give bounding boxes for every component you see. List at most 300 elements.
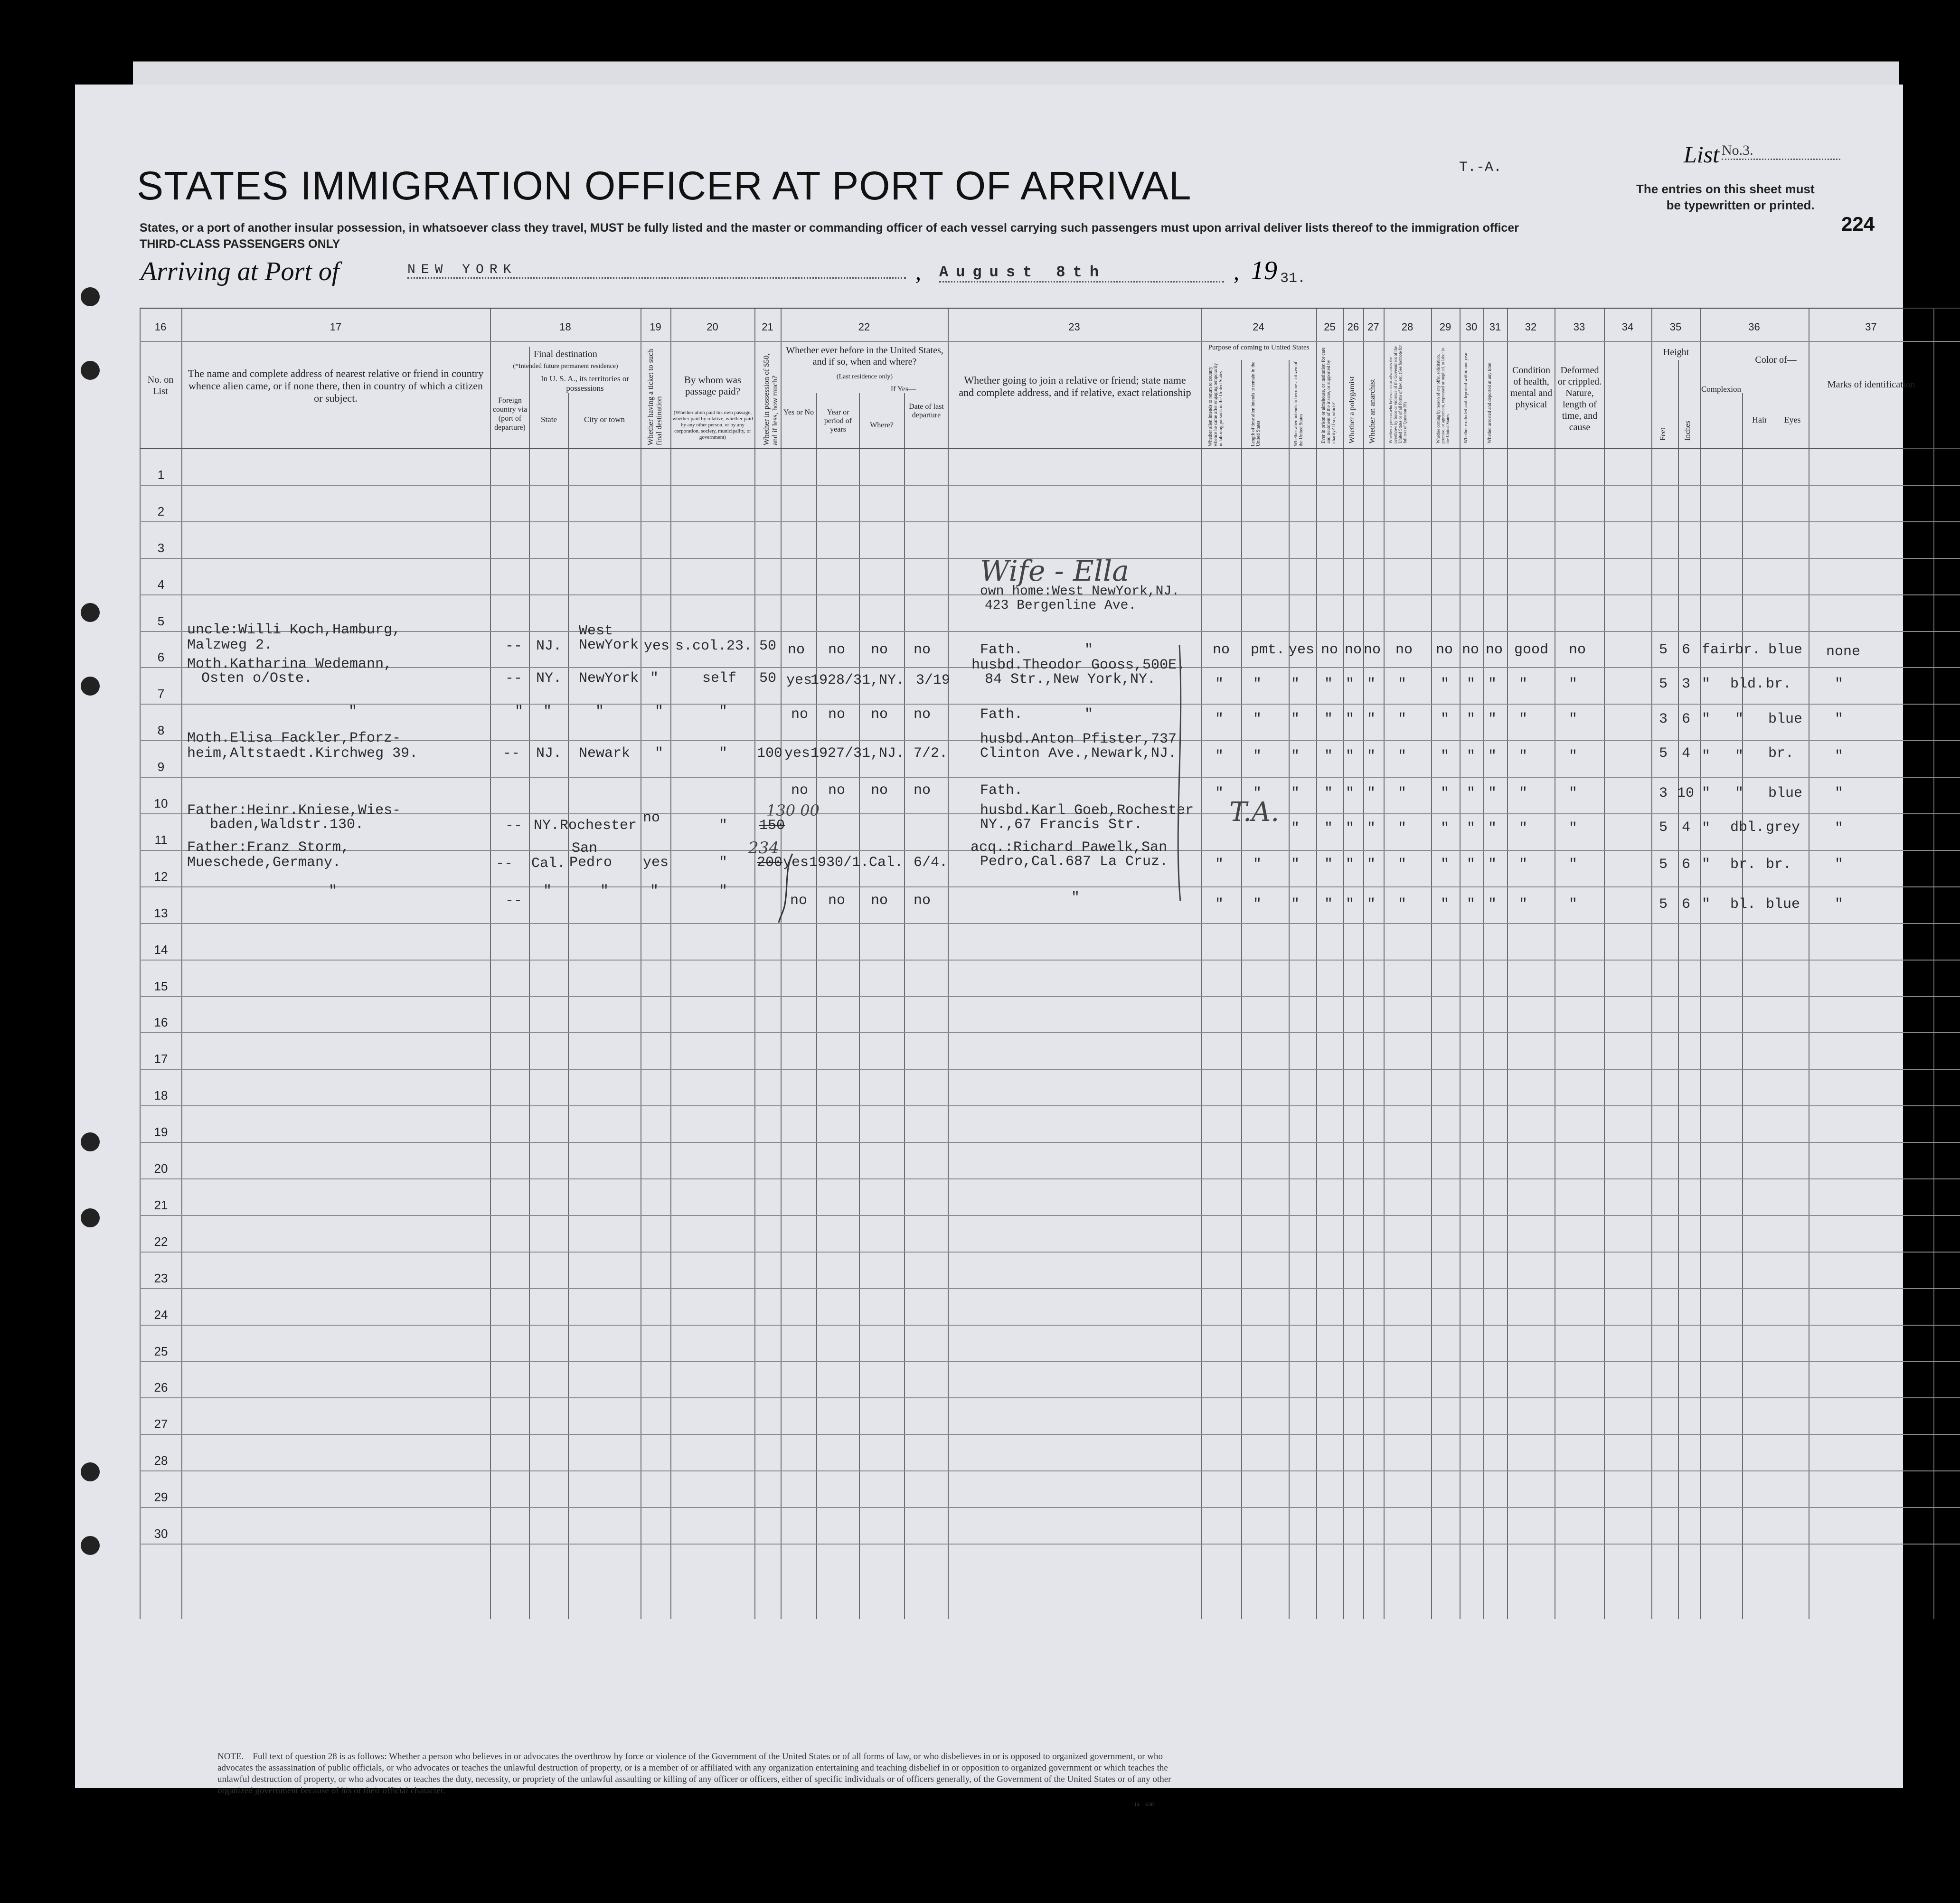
ditto-mark: " xyxy=(1441,748,1450,764)
binder-hole xyxy=(81,287,100,306)
header-height: Height xyxy=(1663,347,1689,358)
row-line xyxy=(140,1215,1960,1216)
r3-relative2: Osten o/Oste. xyxy=(201,670,313,687)
r2-marks: none xyxy=(1826,644,1861,660)
ditto-mark: " xyxy=(1291,820,1300,837)
header-foreign-country: Foreign country via (port of departure) xyxy=(492,396,528,432)
ditto-mark: " xyxy=(1215,785,1224,801)
ditto-mark: " xyxy=(1488,857,1497,873)
row-line xyxy=(140,1142,1960,1143)
ditto-mark: " xyxy=(1346,785,1355,801)
r2-date: no xyxy=(914,642,931,658)
ditto-mark: " xyxy=(1324,676,1333,692)
ditto-mark: " xyxy=(1569,785,1578,801)
ditto-mark: " xyxy=(1398,676,1407,692)
row-line xyxy=(140,1434,1960,1435)
col-number: 33 xyxy=(1573,321,1585,333)
r5-money: 100 xyxy=(757,745,783,762)
r8-eyes: br. xyxy=(1766,857,1792,873)
r2-eyes: blue xyxy=(1768,642,1803,658)
r7-feet: 5 xyxy=(1659,820,1668,836)
ditto-mark: " xyxy=(1488,748,1497,764)
ditto-mark: " xyxy=(655,704,664,720)
ditto-mark: " xyxy=(1519,820,1528,837)
header-inches: Inches xyxy=(1684,421,1692,441)
r4-before: no xyxy=(791,707,809,723)
header-labor-offer: Whether coming by reason of any offer, solicitation, promise, or agreement, expressed or implied, to labor in the United States xyxy=(1436,348,1450,443)
r4-relative: " xyxy=(349,704,358,720)
ditto-mark: " xyxy=(1519,711,1528,727)
row-line xyxy=(140,1032,1960,1033)
ditto-mark: " xyxy=(1398,748,1407,764)
ditto-mark: " xyxy=(1835,820,1844,837)
ditto-mark: " xyxy=(1253,896,1262,913)
ditto-mark: " xyxy=(1569,820,1578,837)
r5-joining2: Clinton Ave.,Newark,NJ. xyxy=(980,745,1177,762)
row-line xyxy=(140,485,1960,486)
header-deformed: Deformed or crippled. Nature, length of time, and cause xyxy=(1557,365,1602,433)
header-purpose-citizen: Whether alien intends to become a citizen of the United States xyxy=(1293,361,1304,446)
row-line xyxy=(140,996,1960,997)
ditto-mark: " xyxy=(1488,676,1497,692)
r8-relative2: Mueschede,Germany. xyxy=(187,855,341,871)
ditto-mark: " xyxy=(1324,785,1333,801)
row-number: 24 xyxy=(154,1308,168,1322)
arriving-label: Arriving at Port of xyxy=(141,257,339,286)
r2-c24: no xyxy=(1213,642,1230,658)
ditto-mark: " xyxy=(655,745,664,762)
r5-city: Newark xyxy=(579,745,631,762)
r7-relative: Father:Heinr.Kniese,Wies- xyxy=(187,802,401,819)
r6-date: no xyxy=(914,782,931,799)
r3-feet: 5 xyxy=(1659,676,1668,692)
r8-ticket: yes xyxy=(643,855,669,871)
col-number: 31 xyxy=(1489,321,1501,333)
ditto-mark: " xyxy=(1467,820,1476,837)
r3-relative: Moth.Katharina Wedemann, xyxy=(187,656,393,672)
header-prison: Ever in prison or almshouse, or institution for care and treatment of the insane, or supported by charity? If so, which? xyxy=(1321,348,1337,443)
footnote: NOTE.—Full text of question 28 is as follows: Whether a person who believes in or advocates the overthrow by force or violence of the Government of the United States or of all forms of law, or who disbelieves in or is opposed to organized government, or who advocates the assassination of public officials, or who advocates or teaches the unlawful destruction of property, or is a member of or affiliated with any organization entertaining and teaching disbelief in or opposition to organized government or which teaches the unlawful destruction of property, or who advocates or teaches the duty, necessity, or propriety of the unlawful assaulting or killing of any officer or officers, either of specific individuals or of officers generally, of the Government of the United States or of any other organized government because of his or their official character. xyxy=(217,1752,1171,1796)
ditto-mark: " xyxy=(1215,857,1224,873)
ditto-mark: " xyxy=(1291,857,1300,873)
ditto-mark: " xyxy=(1253,711,1262,727)
header-before-note: (Last residence only) xyxy=(836,373,893,380)
ditto-mark: " xyxy=(1488,896,1497,913)
ditto-mark: " xyxy=(1835,857,1844,873)
r3-hair: bld. xyxy=(1730,676,1765,692)
r2-where: no xyxy=(871,642,888,658)
header-purpose: Purpose of coming to United States xyxy=(1208,344,1310,351)
ditto-mark: " xyxy=(1702,785,1711,801)
r6-year: no xyxy=(828,782,846,799)
col-number: 25 xyxy=(1324,321,1336,333)
ditto-mark: " xyxy=(719,855,728,871)
r3-inches: 3 xyxy=(1682,676,1691,692)
ditto-mark: " xyxy=(1324,820,1333,837)
comma: , xyxy=(915,260,921,285)
r2-inches: 6 xyxy=(1682,642,1691,658)
ditto-mark: " xyxy=(1441,676,1450,692)
col-number: 23 xyxy=(1068,321,1080,333)
r1-handwriting: Wife - Ella xyxy=(980,555,1129,588)
ditto-mark: " xyxy=(719,704,728,720)
ditto-mark: " xyxy=(1367,820,1376,837)
row-number: 6 xyxy=(157,650,165,664)
r9-feet: 5 xyxy=(1659,896,1668,913)
r5-date: 7/2. xyxy=(914,745,948,762)
r2-deformed: no xyxy=(1569,642,1586,658)
header-state: State xyxy=(541,415,557,424)
r5-joining: husbd.Anton Pfister,737 xyxy=(980,731,1177,747)
ditto-mark: " xyxy=(1441,820,1450,837)
r2-before: no xyxy=(788,642,805,658)
r2-complexion: fair xyxy=(1702,642,1736,658)
r3-year: 1928/31,NY. xyxy=(810,672,905,688)
col-number: 28 xyxy=(1401,321,1413,333)
row-number: 28 xyxy=(154,1453,168,1468)
ditto-mark: " xyxy=(1291,785,1300,801)
page-title: STATES IMMIGRATION OFFICER AT PORT OF ARRIVAL xyxy=(137,163,1192,208)
r5-before: yes xyxy=(784,745,810,762)
r3-state: NY. xyxy=(536,670,562,687)
ditto-mark: " xyxy=(1702,820,1711,837)
ditto-mark: " xyxy=(650,883,659,899)
col-number: 17 xyxy=(330,321,342,333)
r2-hair: br. xyxy=(1735,642,1761,658)
ditto-mark: " xyxy=(1702,711,1711,727)
list-label: List xyxy=(1684,141,1720,168)
ditto-mark: " xyxy=(1346,711,1355,727)
row-number: 4 xyxy=(157,577,165,592)
r2-feet: 5 xyxy=(1659,642,1668,658)
r7-joining: husbd.Karl Goeb,Rochester xyxy=(980,802,1194,819)
r6-joining: Fath. xyxy=(980,782,1023,799)
row-number: 29 xyxy=(154,1490,168,1504)
col-number: 32 xyxy=(1525,321,1537,333)
col-number: 18 xyxy=(559,321,571,333)
ditto-mark: " xyxy=(1253,857,1262,873)
col-number: 19 xyxy=(650,321,661,333)
ditto-mark: " xyxy=(1735,711,1744,727)
r2-relative: uncle:Willi Koch,Hamburg, xyxy=(187,622,401,638)
bracket-stroke xyxy=(776,849,804,925)
row-line xyxy=(140,1325,1960,1326)
r9-year: no xyxy=(828,893,846,909)
r5-foreign: -- xyxy=(503,745,520,762)
r4-eyes: blue xyxy=(1768,711,1803,727)
r8-feet: 5 xyxy=(1659,857,1668,873)
r7-city: Rochester xyxy=(560,818,637,834)
binder-hole xyxy=(81,677,100,696)
r8-money-handwritten: 234 xyxy=(748,838,779,857)
r8-state: Cal. xyxy=(531,856,566,872)
r3-money: 50 xyxy=(759,670,777,687)
row-number: 13 xyxy=(154,906,168,920)
header-marks: Marks of identification xyxy=(1827,379,1915,390)
ditto-mark: " xyxy=(1441,857,1450,873)
header-complexion: Complexion xyxy=(1701,385,1742,394)
ditto-mark: " xyxy=(1398,820,1407,837)
r1-joining: own home:West NewYork,NJ. xyxy=(980,584,1180,599)
r3-joining: husbd.Theodor Gooss,500E. xyxy=(971,657,1186,673)
ditto-mark: " xyxy=(1291,711,1300,727)
header-color: Color of— xyxy=(1755,355,1797,365)
row-number: 8 xyxy=(157,723,165,737)
header-before-in-us: Whether ever before in the United States, and if so, when and where? xyxy=(786,345,943,367)
col-number: 20 xyxy=(707,321,718,333)
r3-date: 3/19 xyxy=(916,672,951,688)
r3-before: yes xyxy=(786,672,812,688)
r2-foreign: -- xyxy=(505,638,523,654)
r7-eyes: grey xyxy=(1766,820,1800,836)
ditto-mark: " xyxy=(1835,785,1844,801)
ditto-mark: " xyxy=(1835,748,1844,764)
ditto-mark: " xyxy=(1519,785,1528,801)
ditto-mark: " xyxy=(1324,711,1333,727)
col-number: 35 xyxy=(1669,321,1682,333)
ditto-mark: " xyxy=(1324,748,1333,764)
ditto-mark: " xyxy=(1346,748,1355,764)
row-line xyxy=(140,521,1960,522)
ditto-mark: " xyxy=(1488,820,1497,837)
ditto-mark: " xyxy=(1253,785,1262,801)
r2-c25: no xyxy=(1321,642,1338,658)
col-number: 36 xyxy=(1748,321,1760,333)
r8-inches: 6 xyxy=(1682,857,1691,873)
r2-c27: no xyxy=(1364,642,1381,658)
ditto-mark: " xyxy=(1702,896,1711,913)
row-number: 2 xyxy=(157,504,165,518)
r5-state: NJ. xyxy=(536,745,562,762)
r5-feet: 5 xyxy=(1659,745,1668,762)
row-line xyxy=(140,777,1960,778)
arriving-port: NEW YORK xyxy=(407,263,906,279)
r9-date: no xyxy=(914,893,931,909)
r3-eyes: br. xyxy=(1766,676,1792,692)
row-number: 11 xyxy=(154,833,168,847)
binder-hole xyxy=(81,603,100,622)
ditto-mark: " xyxy=(1702,748,1711,764)
row-number: 20 xyxy=(154,1161,168,1176)
col-number: 34 xyxy=(1621,321,1634,333)
ditto-mark: " xyxy=(1324,896,1333,913)
row-line xyxy=(140,1288,1960,1289)
ditto-mark: " xyxy=(1835,896,1844,913)
ditto-mark: " xyxy=(1467,785,1476,801)
ditto-mark: " xyxy=(1215,676,1224,692)
ditto-mark: " xyxy=(719,745,728,762)
r4-year: no xyxy=(828,707,846,723)
r8-joining: acq.:Richard Pawelk,San xyxy=(971,839,1168,856)
entries-note-line2: be typewritten or printed. xyxy=(1666,198,1815,212)
header-purpose-return: Whether alien intends to return to country whence he came after engaging temporarily in laboring pursuits in the United States xyxy=(1208,363,1224,446)
ditto-mark: " xyxy=(1367,857,1376,873)
ditto-mark: " xyxy=(1702,857,1711,873)
r2-c29: no xyxy=(1436,642,1453,658)
r4-feet: 3 xyxy=(1659,711,1668,727)
page-number: 224 xyxy=(1841,213,1875,235)
ditto-mark: " xyxy=(1569,676,1578,692)
r8-city2: Pedro xyxy=(569,855,612,871)
row-number: 19 xyxy=(154,1125,168,1139)
col-number: 16 xyxy=(154,321,167,333)
header-money: Whether in possession of $50, and if less, how much? xyxy=(763,353,779,445)
row-line xyxy=(140,923,1960,924)
r7-money-handwritten: 130 00 xyxy=(766,801,820,820)
r2-ticket: yes xyxy=(644,638,670,654)
r7-foreign: -- xyxy=(505,818,523,834)
header-usa: In U. S. A., its territories or possessions xyxy=(540,374,630,393)
r2-money: 50 xyxy=(759,638,777,654)
ditto-mark: " xyxy=(1735,748,1744,764)
col-number: 29 xyxy=(1439,321,1451,333)
header-final-destination-note: (*Intended future permanent residence) xyxy=(513,363,618,370)
col-number: 26 xyxy=(1347,321,1359,333)
row-number: 16 xyxy=(154,1015,168,1029)
list-number: No.3. xyxy=(1722,142,1840,160)
ditto-mark: " xyxy=(1441,896,1450,913)
r6-inches: 10 xyxy=(1677,785,1695,801)
r9-where: no xyxy=(871,893,888,909)
col-number: 21 xyxy=(762,321,773,333)
r8-relative: Father:Franz Storm, xyxy=(187,839,350,856)
r2-c26: no xyxy=(1345,642,1362,658)
ta-mark: T.-A. xyxy=(1459,160,1502,176)
entries-note xyxy=(1636,181,1815,213)
ditto-mark: " xyxy=(1367,896,1376,913)
r9-before: no xyxy=(790,893,808,909)
ditto-mark: " xyxy=(1467,896,1476,913)
header-feet: Feet xyxy=(1659,427,1667,441)
r2-joining: Fath. xyxy=(980,642,1023,658)
row-number: 22 xyxy=(154,1234,168,1249)
row-number: 9 xyxy=(157,760,165,774)
ditto-mark: " xyxy=(1569,857,1578,873)
ditto-mark: " xyxy=(719,818,728,834)
ditto-mark: " xyxy=(1488,785,1497,801)
header-hair: Hair xyxy=(1752,415,1767,424)
header-passage-paid: By whom was passage paid? xyxy=(684,374,742,397)
r8-date: 6/4. xyxy=(914,855,948,871)
ditto-mark: " xyxy=(1441,711,1450,727)
binder-hole xyxy=(81,1536,100,1555)
r8-before: yes xyxy=(783,855,809,871)
r2-joining-ditto: " xyxy=(1084,642,1093,658)
comma: , xyxy=(1234,260,1239,285)
col-number: 27 xyxy=(1367,321,1379,333)
r7-inches: 4 xyxy=(1682,820,1691,836)
row-line xyxy=(140,886,1960,887)
ditto-mark: " xyxy=(595,704,604,720)
row-number: 25 xyxy=(154,1344,168,1358)
r7-ticket: no xyxy=(643,810,660,826)
r8-year: 1930/1.Cal. xyxy=(809,855,904,871)
row-line xyxy=(140,1178,1960,1179)
header-final-destination: Final destination xyxy=(534,349,597,359)
r9-foreign: -- xyxy=(505,893,523,909)
ditto-mark: " xyxy=(543,704,552,720)
row-line xyxy=(140,1361,1960,1362)
r9-eyes: blue xyxy=(1766,896,1800,913)
row-line xyxy=(140,960,1960,961)
ditto-mark: " xyxy=(1835,676,1844,692)
header-eyes: Eyes xyxy=(1784,415,1801,424)
r8-city: San xyxy=(572,840,598,857)
col-number: 30 xyxy=(1465,321,1478,333)
ditto-mark: " xyxy=(543,883,552,899)
header-city: City or town xyxy=(584,415,625,424)
row-line xyxy=(140,1105,1960,1106)
r5-inches: 4 xyxy=(1682,745,1691,762)
r3-paid: self xyxy=(702,670,737,687)
r7-hair: dbl. xyxy=(1730,820,1765,836)
ditto-mark: " xyxy=(1467,676,1476,692)
ditto-mark: " xyxy=(1467,857,1476,873)
ditto-mark: " xyxy=(1324,857,1333,873)
r8-hair: br. xyxy=(1730,857,1756,873)
r7-state: NY. xyxy=(534,818,560,834)
form-code: 14—630 xyxy=(1134,1801,1154,1808)
r2-c31: no xyxy=(1486,642,1503,658)
header-joining: Whether going to join a relative or friend; state name and complete address, and if relative, exact relationship xyxy=(959,374,1191,398)
row-number: 5 xyxy=(157,614,165,628)
r5-eyes: br. xyxy=(1768,745,1794,762)
r6-eyes: blue xyxy=(1768,785,1803,801)
ditto-mark: " xyxy=(1398,896,1407,913)
r9-inches: 6 xyxy=(1682,896,1691,913)
row-line xyxy=(140,1397,1960,1398)
ditto-mark: " xyxy=(1346,676,1355,692)
binder-hole xyxy=(81,1208,100,1227)
ditto-mark: " xyxy=(1215,748,1224,764)
row-number: 15 xyxy=(154,979,168,993)
row-number: 27 xyxy=(154,1417,168,1431)
ditto-mark: " xyxy=(1215,711,1224,727)
r4-where: no xyxy=(871,707,888,723)
bracket-stroke xyxy=(1170,640,1189,906)
r8-foreign: -- xyxy=(496,856,513,872)
header-polygamist: Whether a polygamist xyxy=(1348,376,1356,443)
row-number: 23 xyxy=(154,1271,168,1285)
header-year: Year or period of years xyxy=(824,408,852,433)
row-line xyxy=(140,1507,1960,1508)
ditto-mark: " xyxy=(1441,785,1450,801)
entries-note-line1: The entries on this sheet must xyxy=(1636,182,1815,196)
ditto-mark: " xyxy=(1253,676,1262,692)
ditto-mark: " xyxy=(1467,748,1476,764)
r2-state: NJ. xyxy=(536,638,562,654)
arrival-date: August 8th xyxy=(939,264,1224,283)
ditto-mark: " xyxy=(1519,896,1528,913)
header-yes-no: Yes or No xyxy=(783,408,814,416)
ditto-mark: " xyxy=(1367,711,1376,727)
header-arrested: Whether arrested and deported at any time xyxy=(1487,363,1492,443)
r2-health: good xyxy=(1514,642,1549,658)
r5-relative2: heim,Altstaedt.Kirchweg 39. xyxy=(187,745,418,762)
row-number: 3 xyxy=(157,541,165,555)
row-line xyxy=(140,1544,1960,1545)
r2-relative2: Malzweg 2. xyxy=(187,637,273,653)
r2-city2: NewYork xyxy=(579,637,639,653)
r7-joining2: NY.,67 Francis Str. xyxy=(980,817,1143,833)
manifest-sheet xyxy=(75,85,1915,1808)
r9-hair: bl. xyxy=(1730,896,1756,913)
year-suffix: 31. xyxy=(1280,271,1306,287)
subtitle-class: THIRD-CLASS PASSENGERS ONLY xyxy=(140,237,340,251)
r9-relative: " xyxy=(329,883,338,899)
ditto-mark: " xyxy=(719,883,728,899)
subtitle-instructions: States, or a port of another insular possession, in whatsoever class they travel, MUST be fully listed and the master or commanding officer of each vessel carrying such passengers must upon arrival deliver lists thereof to the immigration officer xyxy=(140,221,1519,235)
